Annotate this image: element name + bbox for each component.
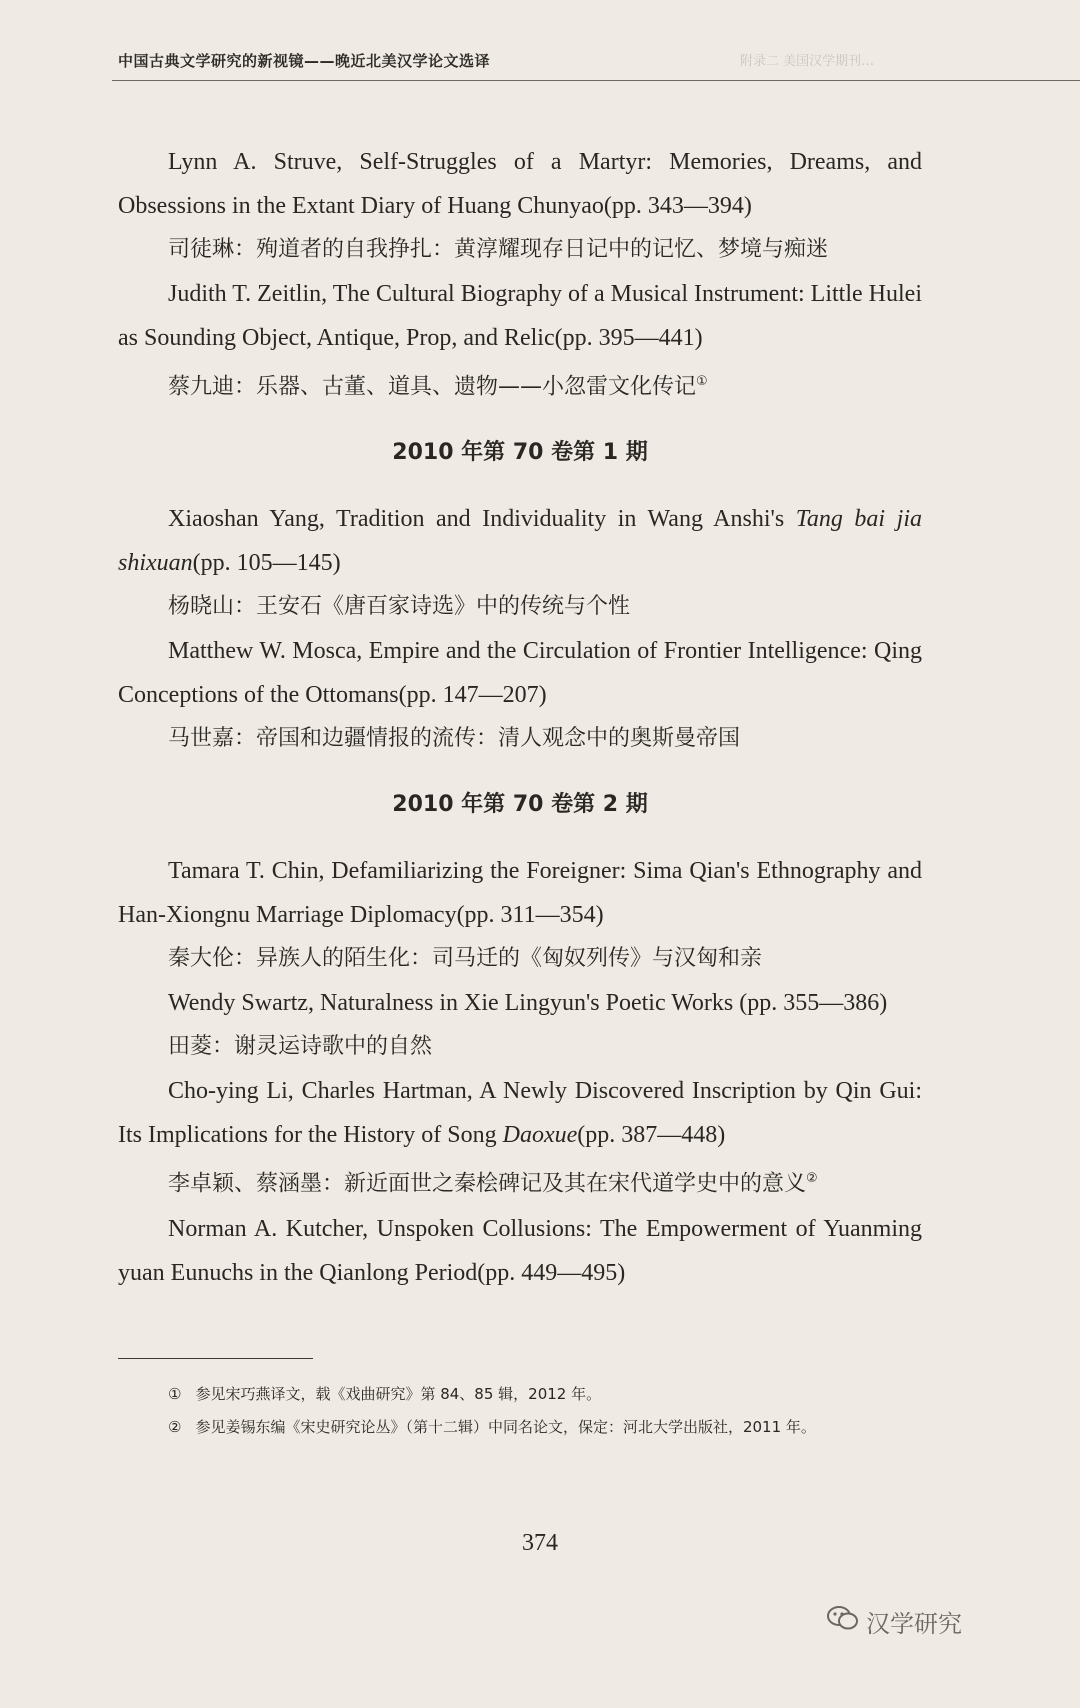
entry-zh: 杨晓山：王安石《唐百家诗选》中的传统与个性 — [168, 594, 631, 620]
bleed-through-text: 附录二 美国汉学期刊… — [740, 54, 875, 69]
wechat-icon — [826, 1604, 860, 1638]
entry-zh: 司徒琳：殉道者的自我挣扎：黄淳耀现存日记中的记忆、梦境与痴迷 — [168, 237, 829, 262]
entry-en-italic: Tang bai jia shixuan — [118, 506, 922, 577]
page-number: 374 — [522, 1530, 558, 1556]
entry-zh-text: 蔡九迪：乐器、古董、道具、遗物——小忽雷文化传记 — [168, 374, 697, 400]
footnote-ref: ② — [806, 1171, 818, 1187]
header-rule — [112, 80, 1080, 81]
entry-en — [118, 1069, 922, 1157]
footnote-text: 参见姜锡东编《宋史研究论丛》（第十二辑）中同名论文，保定：河北大学出版社，2011 年。 — [195, 1418, 816, 1436]
entry-en-italic: Daoxue — [502, 1122, 578, 1149]
entry-en-pages: (pp. 387—448) — [577, 1122, 726, 1149]
bibliography-body — [118, 140, 922, 1295]
entry-en: Lynn A. Struve, Self-Struggles of a Martyr: Memories, Dreams, and Obsessions in the Extant Diary of Huang Chunyao(pp. 343—394) — [118, 149, 922, 219]
entry-en: Norman A. Kutcher, Unspoken Collusions: The Empowerment of Yuanming yuan Eunuchs in the Qianlong Period(pp. 449—495) — [118, 1215, 922, 1286]
entry-zh: 秦大伦：异族人的陌生化：司马迁的《匈奴列传》与汉匈和亲 — [168, 946, 763, 972]
footnotes — [118, 1378, 922, 1444]
footnote — [118, 1378, 922, 1411]
entry-zh-text: 李卓颖、蔡涵墨：新近面世之秦桧碑记及其在宋代道学史中的意义 — [168, 1171, 807, 1197]
issue-heading: 2010 年第 70 卷第 1 期 — [392, 440, 648, 466]
entry-zh — [118, 360, 922, 409]
entry-zh — [118, 1157, 922, 1206]
entry-en: Tamara T. Chin, Defamiliarizing the Foreigner: Sima Qian's Ethnography and Han-Xiongnu Marriage Diplomacy(pp. 311—354) — [118, 858, 922, 929]
entry-zh: 马世嘉：帝国和边疆情报的流传：清人观念中的奥斯曼帝国 — [168, 726, 741, 752]
entry-en-text: Xiaoshan Yang, Tradition and Individuality in Wang Anshi's — [168, 506, 796, 533]
watermark — [826, 1604, 962, 1639]
footnote-mark: ① — [168, 1385, 182, 1403]
entry-en: Matthew W. Mosca, Empire and the Circulation of Frontier Intelligence: Qing Conceptions of the Ottomans(pp. 147—207) — [118, 638, 922, 709]
entry-en-text: Cho-ying Li, Charles Hartman, A Newly Discovered Inscription by Qin Gui: Its Implications for the History of Song — [118, 1078, 922, 1149]
footnote-mark: ② — [168, 1418, 182, 1436]
footnote-rule — [118, 1358, 313, 1359]
issue-heading: 2010 年第 70 卷第 2 期 — [392, 792, 648, 818]
entry-zh: 田菱：谢灵运诗歌中的自然 — [168, 1034, 433, 1060]
footnote — [118, 1411, 922, 1444]
entry-en — [118, 497, 922, 585]
footnote-text: 参见宋巧燕译文，载《戏曲研究》第 84、85 辑，2012 年。 — [195, 1385, 602, 1403]
footnote-ref: ① — [696, 374, 708, 389]
running-head: 中国古典文学研究的新视镜——晚近北美汉学论文选译 — [118, 52, 491, 70]
entry-en-pages: (pp. 105—145) — [192, 550, 341, 577]
watermark-text: 汉学研究 — [866, 1610, 962, 1638]
entry-en: Wendy Swartz, Naturalness in Xie Lingyun's Poetic Works (pp. 355—386) — [168, 990, 888, 1017]
entry-en: Judith T. Zeitlin, The Cultural Biography of a Musical Instrument: Little Hulei as Sounding Object, Antique, Prop, and Relic(pp. 395—441) — [118, 281, 922, 351]
